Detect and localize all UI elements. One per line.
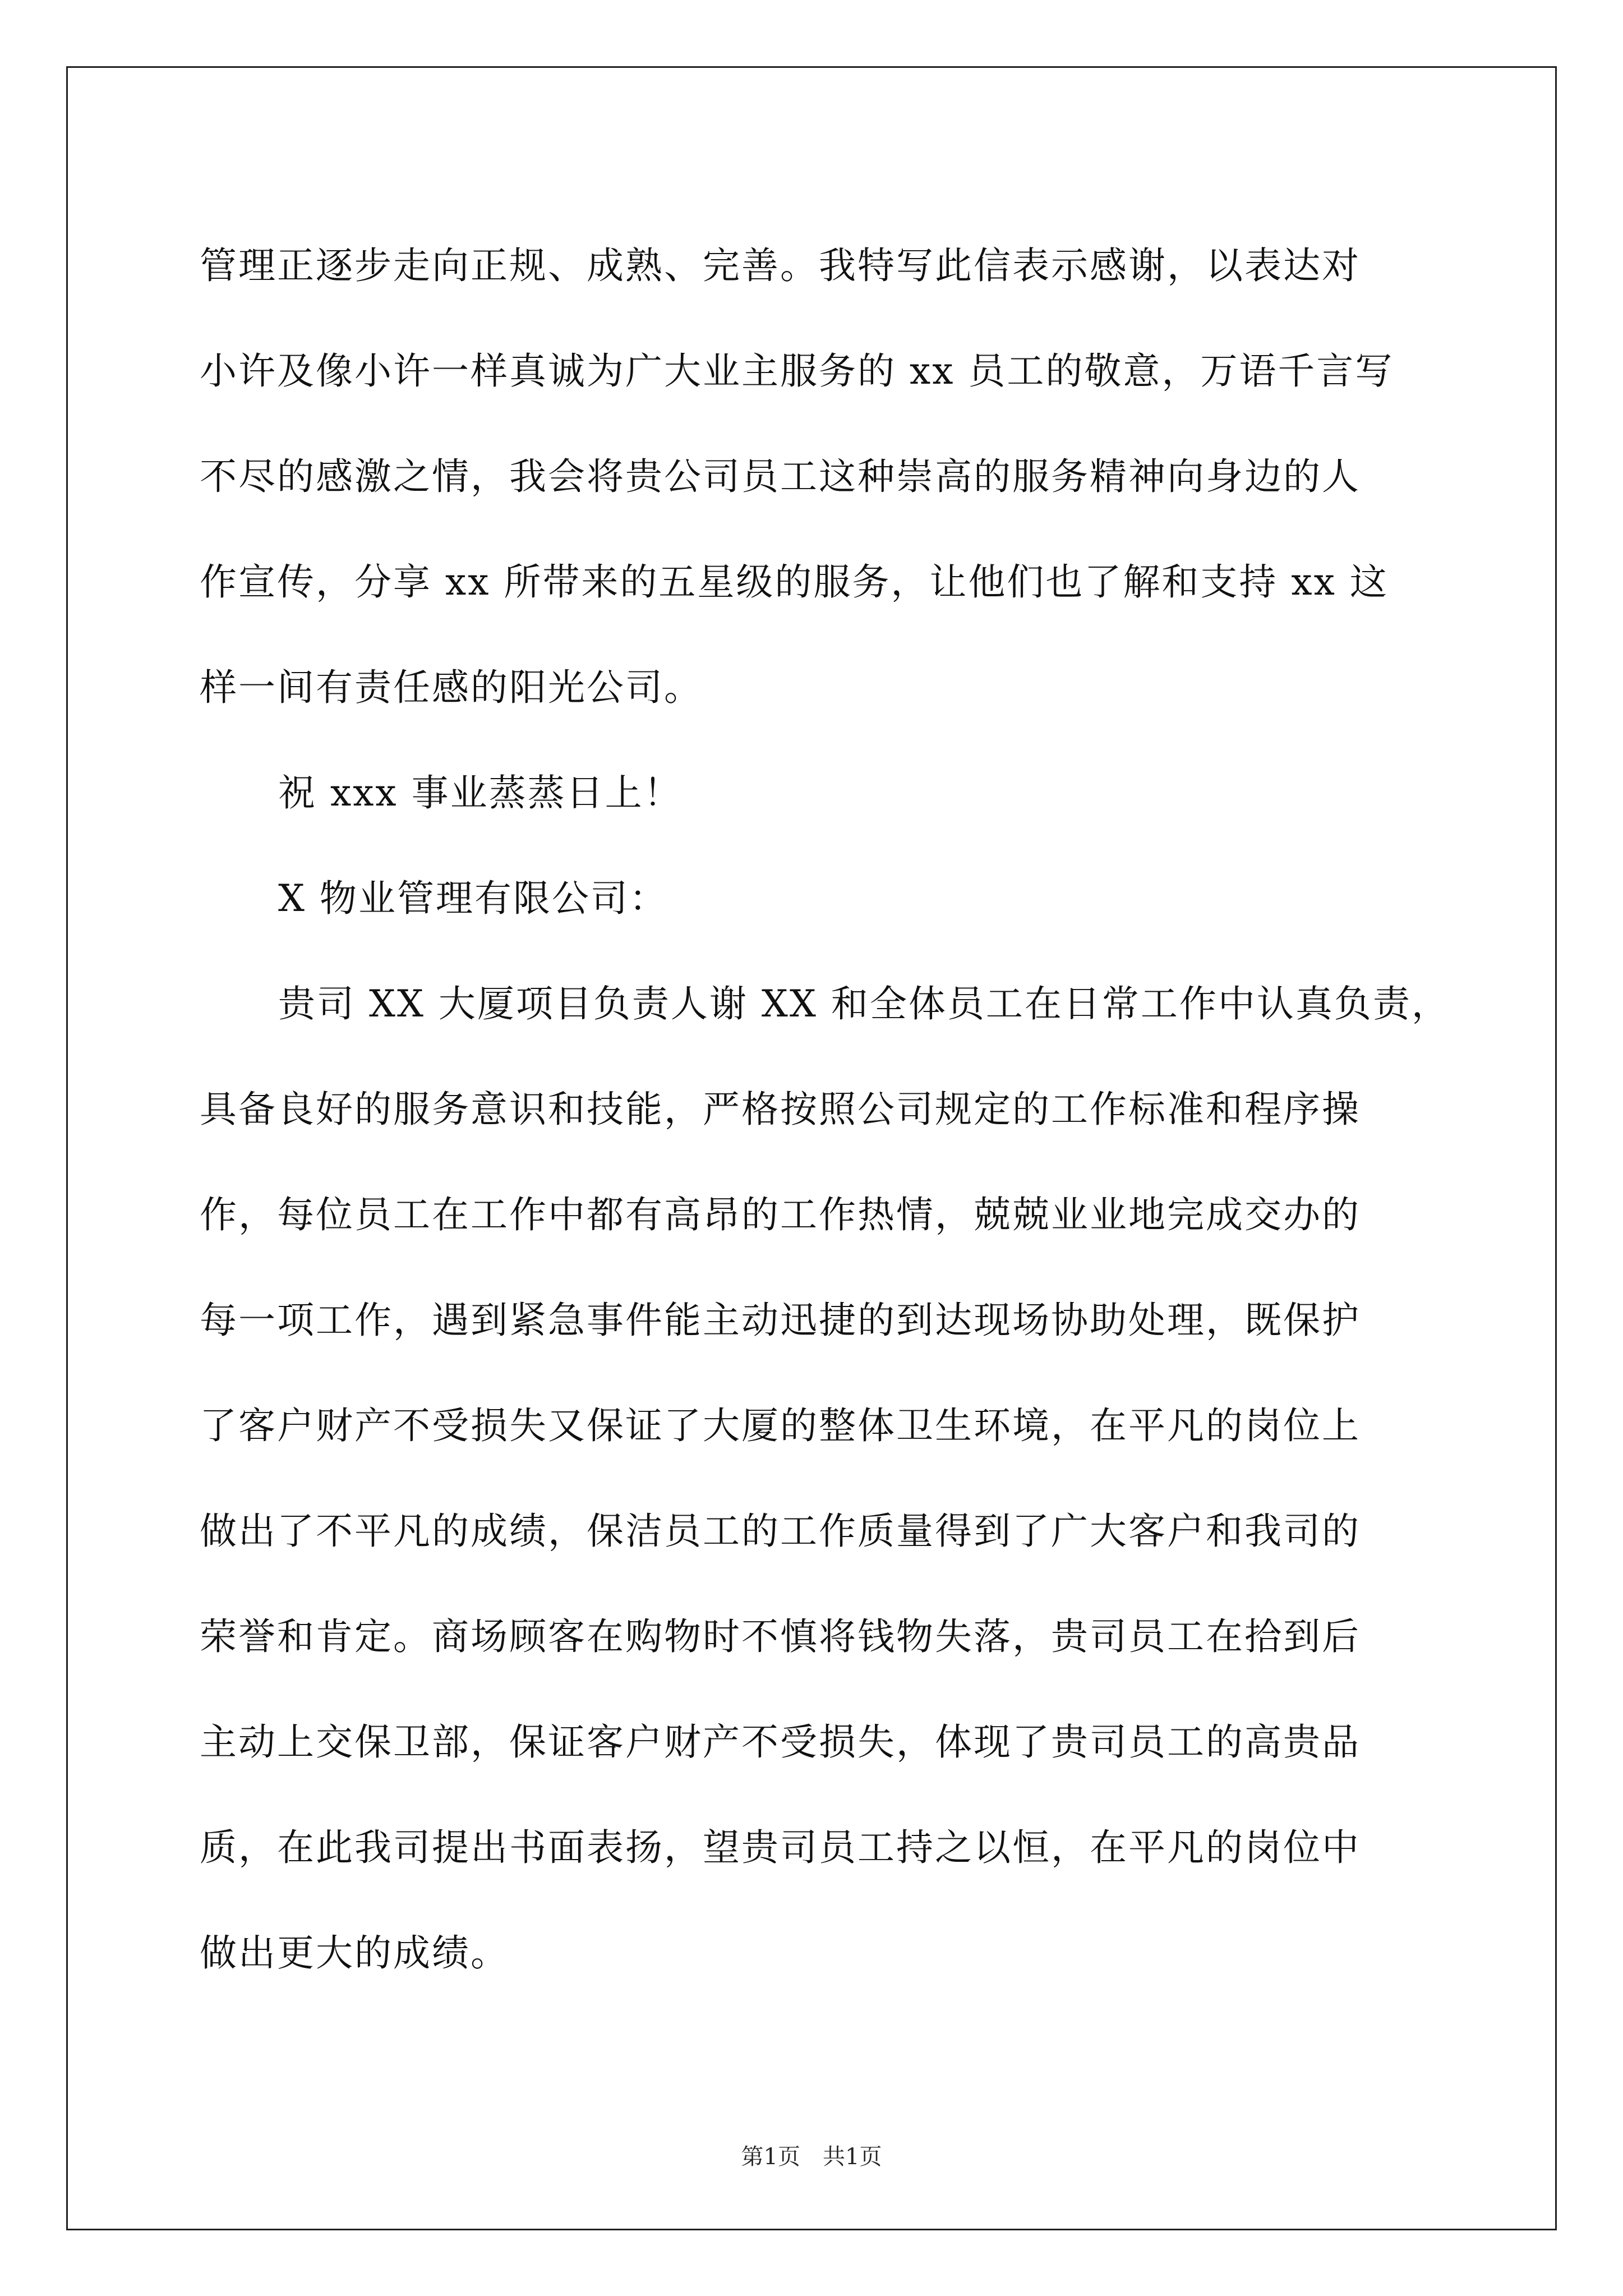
text-line: 小许及像小许一样真诚为广大业主服务的 xx 员工的敬意，万语千言写 bbox=[200, 349, 1394, 393]
addressee-line: X 物业管理有限公司： bbox=[278, 877, 668, 920]
text-line: 作宣传，分享 xx 所带来的五星级的服务，让他们也了解和支持 xx 这 bbox=[200, 560, 1389, 604]
text-line: 管理正逐步走向正规、成熟、完善。我特写此信表示感谢，以表达对 bbox=[200, 244, 1361, 287]
text-line: 作，每位员工在工作中都有高昂的工作热情，兢兢业业地完成交办的 bbox=[200, 1193, 1361, 1236]
paragraph-start-line: 贵司 XX 大厦项目负责人谢 XX 和全体员工在日常工作中认真负责， bbox=[278, 982, 1450, 1025]
text-line: 了客户财产不受损失又保证了大厦的整体卫生环境，在平凡的岗位上 bbox=[200, 1404, 1361, 1447]
text-line: 质，在此我司提出书面表扬，望贵司员工持之以恒，在平凡的岗位中 bbox=[200, 1826, 1361, 1869]
page-footer bbox=[0, 2143, 1623, 2171]
page-total: 共1页 bbox=[823, 2144, 882, 2170]
text-line: 做出更大的成绩。 bbox=[200, 1931, 509, 1975]
text-line: 做出了不平凡的成绩，保洁员工的工作质量得到了广大客户和我司的 bbox=[200, 1510, 1361, 1553]
text-line: 每一项工作，遇到紧急事件能主动迅捷的到达现场协助处理，既保护 bbox=[200, 1299, 1361, 1342]
greeting-line: 祝 xxx 事业蒸蒸日上！ bbox=[278, 771, 683, 815]
document-body bbox=[200, 213, 1450, 2006]
text-line: 具备良好的服务意识和技能，严格按照公司规定的工作标准和程序操 bbox=[200, 1088, 1361, 1131]
text-line: 不尽的感激之情，我会将贵公司员工这种崇高的服务精神向身边的人 bbox=[200, 455, 1361, 498]
page-number: 第1页 bbox=[741, 2144, 800, 2170]
text-line: 样一间有责任感的阳光公司。 bbox=[200, 666, 703, 709]
text-line: 荣誉和肯定。商场顾客在购物时不慎将钱物失落，贵司员工在拾到后 bbox=[200, 1615, 1361, 1658]
text-line: 主动上交保卫部，保证客户财产不受损失，体现了贵司员工的高贵品 bbox=[200, 1720, 1361, 1764]
